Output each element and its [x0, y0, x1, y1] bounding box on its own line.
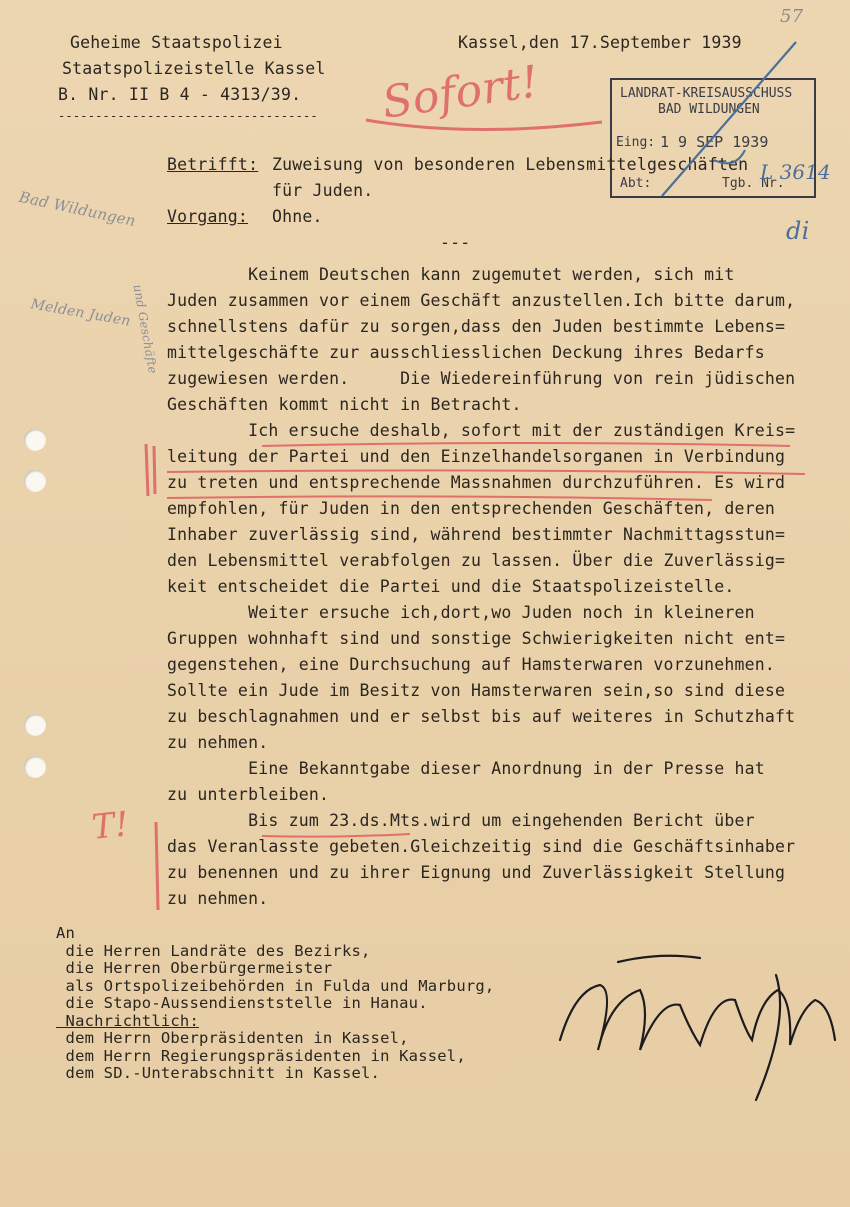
page-number: 57	[780, 6, 804, 27]
body-line: Keinem Deutschen kann zugemutet werden, sich mit	[167, 265, 735, 284]
margin-note-1: Bad Wildungen	[17, 187, 138, 231]
top-right-mark: di	[786, 217, 810, 245]
red-margin-bar	[146, 444, 148, 496]
vorgang-value: Ohne.	[272, 207, 323, 226]
nachrichtlich-label: Nachrichtlich:	[56, 1011, 199, 1030]
stamp-tgb-label: Tgb. Nr.	[722, 176, 785, 191]
recipient-line: als Ortspolizeibehörden in Fulda und Marburg,	[56, 976, 495, 995]
office-line-2: Staatspolizeistelle Kassel	[62, 59, 326, 78]
red-margin-bar	[154, 446, 155, 494]
red-underline	[262, 834, 410, 837]
stamp-date: 1 9 SEP 1939	[660, 133, 769, 151]
an-label: An	[56, 924, 76, 942]
vorgang-label: Vorgang:	[167, 207, 249, 226]
marginal-t-annotation: T!	[90, 804, 131, 848]
stamp-line-2: BAD WILDUNGEN	[658, 102, 760, 117]
betrifft-line-1: Zuweisung von besonderen Lebensmittelgeschäften	[272, 155, 749, 174]
place-and-date: Kassel,den 17.September 1939	[458, 33, 742, 52]
red-underline	[366, 120, 602, 130]
stamp-eing-label: Eing:	[616, 135, 656, 150]
body-line: Sollte ein Jude im Besitz von Hamsterwaren sein,so sind diese	[167, 681, 786, 700]
reference-number: B. Nr. II B 4 - 4313/39.	[58, 85, 302, 104]
body-line: keit entscheidet die Partei und die Staatspolizeistelle.	[167, 577, 735, 596]
body-line: Ich ersuche deshalb, sofort mit der zuständigen Kreis=	[167, 421, 796, 440]
red-margin-bar	[156, 822, 158, 910]
betrifft-label: Betrifft:	[167, 155, 259, 174]
red-underline	[262, 443, 790, 446]
stamp-line-1: LANDRAT-KREISAUSSCHUSS	[620, 86, 793, 101]
cc-line: dem Herrn Oberpräsidenten in Kassel,	[56, 1029, 409, 1047]
recipient-line: die Herren Oberbürgermeister	[56, 959, 333, 977]
body-line: schnellstens dafür zu sorgen,dass den Juden bestimmte Lebens=	[167, 317, 786, 336]
body-line: das Veranlasste gebeten.Gleichzeitig sind die Geschäftsinhaber	[167, 837, 796, 856]
recipient-line: die Stapo-Aussendienststelle in Hanau.	[56, 994, 428, 1012]
body-line: Weiter ersuche ich,dort,wo Juden noch in kleineren	[167, 603, 755, 622]
body-line: Geschäften kommt nicht in Betracht.	[167, 395, 522, 414]
red-underline	[167, 496, 712, 500]
sofort-annotation: Sofort!	[379, 56, 542, 129]
stamp-abt-label: Abt:	[620, 176, 652, 191]
separator: ---	[440, 233, 471, 252]
cc-line: dem Herrn Regierungspräsidenten in Kassel,	[56, 1046, 466, 1065]
body-line: Inhaber zuverlässig sind, während bestimmter Nachmittagsstun=	[167, 525, 786, 544]
body-line: Eine Bekanntgabe dieser Anordnung in der Presse hat	[167, 759, 765, 778]
body-line: zu treten und entsprechende Massnahmen durchzuführen. Es wird	[167, 473, 786, 492]
header-dashed-rule: -----------------------------------	[58, 109, 318, 123]
body-line: leitung der Partei und den Einzelhandelsorganen in Verbindung	[167, 447, 786, 466]
body-line: zu nehmen.	[167, 733, 269, 752]
body-line: mittelgeschäfte zur ausschliesslichen Deckung ihres Bedarfs	[167, 343, 765, 362]
stamp-tgb-number: L 3614	[760, 160, 831, 184]
body-line: Juden zusammen vor einem Geschäft anzustellen.Ich bitte darum,	[167, 291, 796, 310]
blue-pencil-stroke	[662, 42, 796, 196]
red-underline	[167, 470, 805, 474]
body-line: Bis zum 23.ds.Mts.wird um eingehenden Bericht über	[167, 811, 755, 830]
body-line: Gruppen wohnhaft sind und sonstige Schwierigkeiten nicht ent=	[167, 629, 786, 648]
betrifft-line-2: für Juden.	[272, 181, 374, 200]
margin-note-2: Melden Juden	[29, 296, 132, 330]
recipient-line: die Herren Landräte des Bezirks,	[56, 941, 371, 960]
body-line: zugewiesen werden. Die Wiedereinführung von rein jüdischen	[167, 369, 796, 388]
body-line: zu nehmen.	[167, 889, 269, 908]
body-line: gegenstehen, eine Durchsuchung auf Hamsterwaren vorzunehmen.	[167, 655, 776, 674]
body-line: empfohlen, für Juden in den entsprechenden Geschäften, deren	[167, 499, 776, 518]
body-line: zu unterbleiben.	[167, 785, 330, 804]
signature	[560, 956, 835, 1100]
cc-line: dem SD.-Unterabschnitt in Kassel.	[56, 1064, 381, 1082]
body-line: zu beschlagnahmen und er selbst bis auf weiteres in Schutzhaft	[167, 707, 796, 726]
margin-note-3: und Geschäfte	[130, 283, 160, 375]
blue-pencil-stroke	[714, 150, 745, 163]
body-line: zu benennen und zu ihrer Eignung und Zuverlässigkeit Stellung	[167, 863, 786, 882]
body-line: den Lebensmittel verabfolgen zu lassen. Über die Zuverlässig=	[167, 551, 786, 570]
office-line-1: Geheime Staatspolizei	[70, 33, 283, 52]
